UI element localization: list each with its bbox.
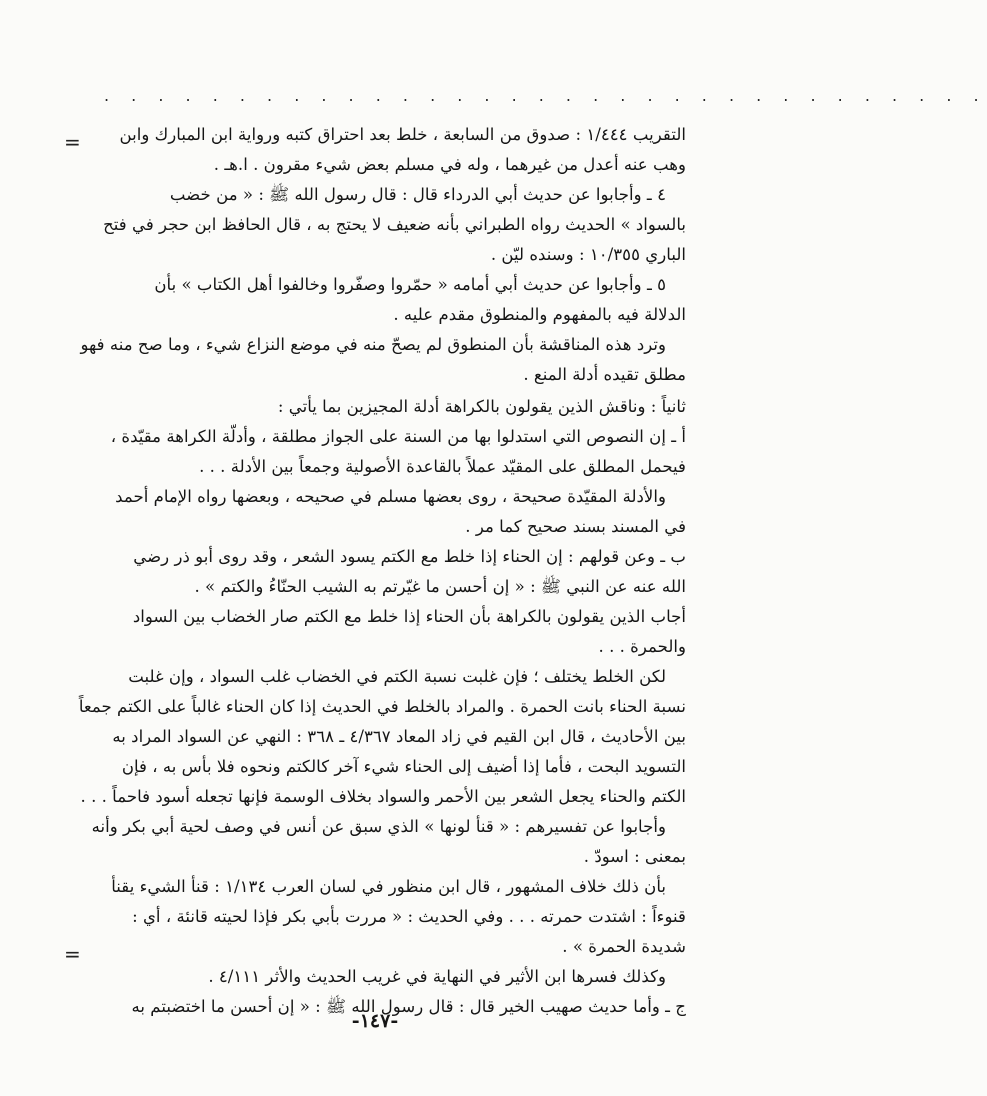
text-line: وترد هذه المناقشة بأن المنطوق لم يصحّ منه في موضع النزاع شيء ، وما صح منه فهو: [80, 335, 666, 354]
text-line: ج ـ وأما حديث صهيب الخير قال : قال رسول الله ﷺ : « إن أحسن ما اختضبتم به: [131, 997, 686, 1016]
header-dotted-rule: . . . . . . . . . . . . . . . . . . . . . . . . . . . . . . . . .: [104, 86, 987, 105]
text-line: التقريب ١/٤٤٤ : صدوق من السابعة ، خلط بعد احتراق كتبه ورواية ابن المبارك وابن: [119, 125, 686, 144]
text-line: الباري ١٠/٣٥٥ : وسنده ليّن .: [490, 245, 686, 264]
text-line: بمعنى : اسودّ .: [583, 847, 686, 866]
text-line: وأجابوا عن تفسيرهم : « قنأ لونها » الذي سبق عن أنس في وصف لحية أبي بكر وأنه: [91, 817, 666, 836]
footnote-body: [78, 120, 686, 1022]
text-line: نسبة الحناء بانت الحمرة . والمراد بالخلط في الحديث إذا كان الحناء غالباً على الكتم جمعاً: [78, 697, 686, 716]
text-line: شديدة الحمرة » .: [562, 937, 686, 956]
text-line: بالسواد » الحديث رواه الطبراني بأنه ضعيف لا يحتج به ، قال الحافظ ابن حجر في فتح: [103, 215, 686, 234]
text-line: الله عنه عن النبي ﷺ : « إن أحسن ما غيّرتم به الشيب الحنّاءُ والكتم » .: [194, 577, 686, 596]
text-line: الكتم والحناء يجعل الشعر بين الأحمر والسواد بخلاف الوسمة فإنها تجعله أسود فاحماً . . .: [80, 787, 686, 806]
continuation-mark-bottom: =: [64, 942, 81, 966]
text-line: وهب عنه أعدل من غيرهما ، وله في مسلم بعض شيء مقرون . ا.هـ .: [213, 155, 686, 174]
text-line: الدلالة فيه بالمفهوم والمنطوق مقدم عليه .: [393, 305, 686, 324]
text-line: والحمرة . . .: [598, 637, 686, 656]
text-line: بأن ذلك خلاف المشهور ، قال ابن منظور في لسان العرب ١/١٣٤ : قنأ الشيء يقنأ: [111, 877, 666, 896]
text-line: فيحمل المطلق على المقيّد عملاً بالقاعدة الأصولية وجمعاً بين الأدلة . . .: [199, 457, 686, 476]
page-number: -١٤٧-: [351, 1010, 399, 1032]
text-line: لكن الخلط يختلف ؛ فإن غلبت نسبة الكتم في الخضاب غلب السواد ، وإن غلبت: [128, 667, 666, 686]
text-line: في المسند بسند صحيح كما مر .: [465, 517, 686, 536]
text-line: ٤ ـ وأجابوا عن حديث أبي الدرداء قال : قال رسول الله ﷺ : « من خضب: [169, 185, 666, 204]
text-line: ٥ ـ وأجابوا عن حديث أبي أمامه « حمّروا وصفّروا وخالفوا أهل الكتاب » بأن: [154, 275, 666, 294]
text-line: بين الأحاديث ، قال ابن القيم في زاد المعاد ٤/٣٦٧ ـ ٣٦٨ : النهي عن السواد المراد به: [112, 727, 686, 746]
text-line: أجاب الذين يقولون بالكراهة بأن الحناء إذا خلط مع الكتم صار الخضاب بين السواد: [132, 607, 686, 626]
text-line: والأدلة المقيّدة صحيحة ، روى بعضها مسلم في صحيحه ، وبعضها رواه الإمام أحمد: [115, 487, 666, 506]
text-line: وكذلك فسرها ابن الأثير في النهاية في غريب الحديث والأثر ٤/١١١ .: [208, 967, 666, 986]
text-line: التسويد البحت ، فأما إذا أضيف إلى الحناء شيء آخر كالكتم ونحوه فلا بأس به ، فإن: [121, 757, 686, 776]
continuation-mark-top: =: [64, 130, 81, 154]
text-line: مطلق تقيده أدلة المنع .: [523, 365, 686, 384]
text-line: ثانياً : وناقش الذين يقولون بالكراهة أدلة المجيزين بما يأتي :: [277, 397, 686, 416]
text-line: ب ـ وعن قولهم : إن الحناء إذا خلط مع الكتم يسود الشعر ، وقد روى أبو ذر رضي: [133, 547, 686, 566]
text-line: قنوءاً : اشتدت حمرته . . . وفي الحديث : « مررت بأبي بكر فإذا لحيته قانئة ، أي :: [132, 907, 686, 926]
text-line: أ ـ إن النصوص التي استدلوا بها من السنة على الجواز مطلقة ، وأدلّة الكراهة مقيّدة ،: [110, 427, 686, 446]
